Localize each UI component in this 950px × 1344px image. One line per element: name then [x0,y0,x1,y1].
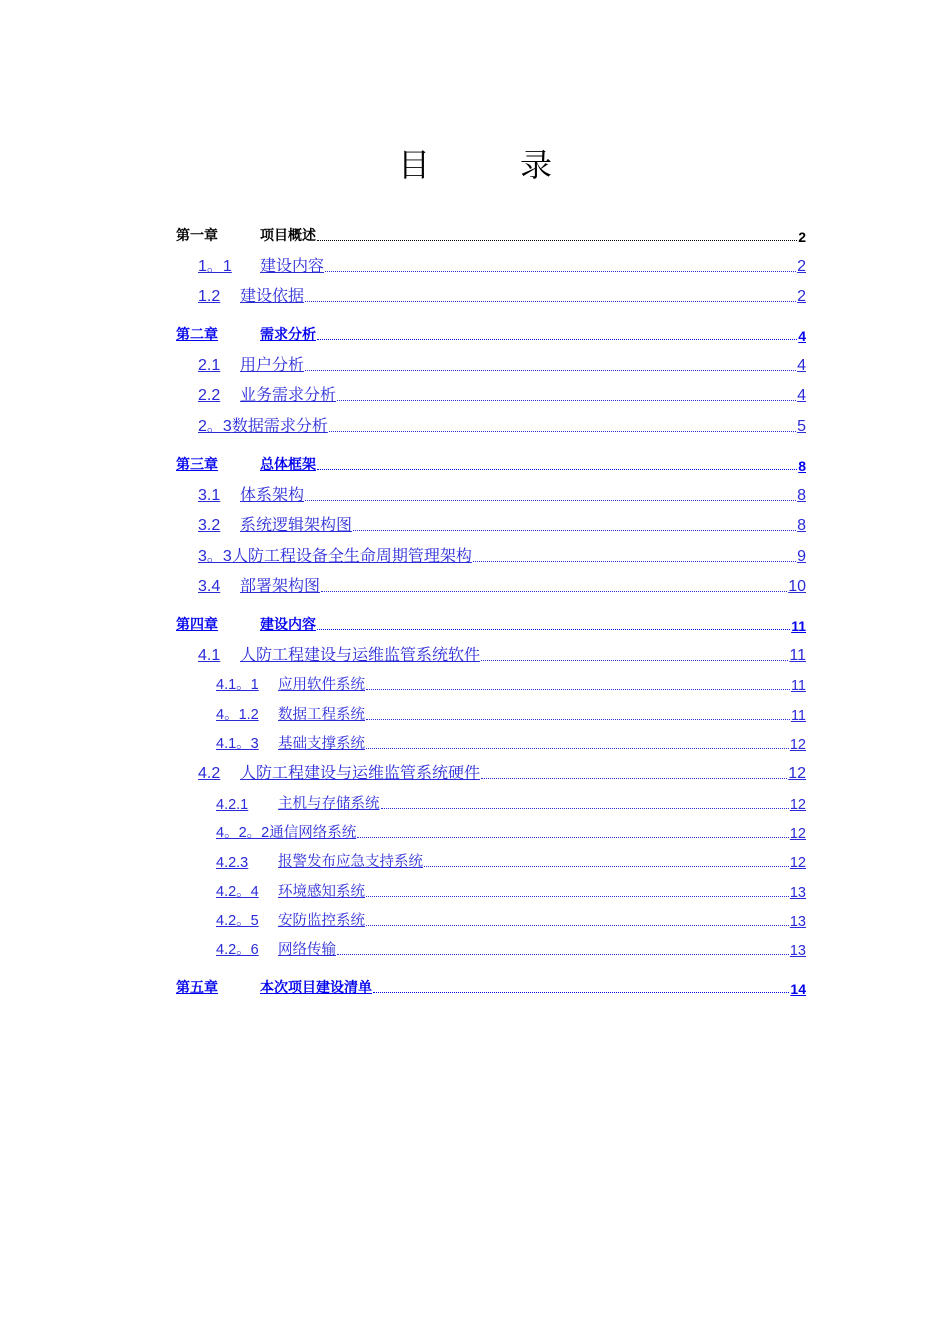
dot-leader [481,660,788,661]
toc-text: 项目概述 [260,227,316,243]
toc-text: 人防工程建设与运维监管系统硬件 [240,765,481,783]
toc-text: 通信网络系统 [269,825,357,842]
toc-page: 14 [790,981,806,998]
toc-num: 4.2。5 [216,912,259,929]
dot-leader [321,591,787,592]
toc-num: 第五章 [176,979,218,996]
toc-page: 12 [789,855,806,872]
toc-text: 体系架构 [240,486,305,504]
toc-num: 4.1 [198,646,221,664]
title-char-2: 录 [520,147,553,183]
dot-leader [317,240,797,241]
toc-num: 4.2.1 [216,796,249,813]
toc-text: 用户分析 [240,356,305,374]
toc-num: 1。1 [198,257,232,275]
toc-section-3-4[interactable] [176,566,806,597]
toc-chapter-1[interactable] [176,207,806,245]
toc-page: 13 [789,884,806,901]
dot-leader [366,689,790,690]
toc-num: 第四章 [176,616,218,633]
toc-text: 业务需求分析 [240,387,337,405]
dot-leader [317,339,797,340]
toc-num: 2.1 [198,356,221,374]
toc-text: 总体框架 [260,455,316,472]
toc-page: 11 [789,646,806,664]
toc-page: 12 [789,796,806,813]
toc-chapter-2[interactable] [176,306,806,344]
toc-page: 5 [797,417,806,435]
toc-section-1-2[interactable] [176,276,806,307]
toc-num: 3。3 [198,547,232,565]
toc-num: 第一章 [176,227,218,243]
toc-page: 4 [798,328,806,345]
toc-num: 第二章 [176,326,218,343]
toc-page: 8 [797,517,806,535]
toc-page: 2 [797,288,806,306]
dot-leader [366,748,789,749]
toc-page: 8 [797,486,806,504]
toc-page: 12 [789,826,806,843]
toc-text: 环境感知系统 [278,883,365,900]
toc-subsection-4-2-3[interactable] [176,842,806,871]
toc-page: 12 [789,736,806,753]
dot-leader [366,896,789,897]
dot-leader [317,629,790,630]
toc-section-1-1[interactable] [176,245,806,276]
toc-subsection-4-2-2[interactable] [176,813,806,842]
toc-text: 部署架构图 [240,578,321,596]
dot-leader [373,992,789,993]
toc-text: 人防工程建设与运维监管系统软件 [240,646,481,664]
toc-text: 数据需求分析 [231,417,328,435]
toc-page: 9 [797,547,806,565]
toc-section-3-2[interactable] [176,505,806,536]
toc-subsection-4-1-3[interactable] [176,724,806,753]
toc-page: 11 [790,678,806,695]
toc-page: 8 [798,457,806,474]
dot-leader [337,954,789,955]
toc-text: 系统逻辑架构图 [240,517,353,535]
toc-section-3-3[interactable] [176,535,806,566]
dot-leader [424,866,789,867]
toc-num: 4.2。6 [216,942,259,959]
toc-page: 13 [789,913,806,930]
toc-num: 4。1.2 [216,706,259,723]
toc-subsection-4-2-4[interactable] [176,871,806,900]
toc-text: 报警发布应急支持系统 [278,854,423,871]
toc-text: 本次项目建设清单 [260,979,372,996]
toc-section-2-3[interactable] [176,405,806,436]
toc-text: 建设内容 [260,257,325,275]
title-char-1: 目 [397,147,430,183]
dot-leader [305,301,796,302]
dot-leader [337,400,796,401]
toc-page: 4 [797,387,806,405]
toc-num: 1.2 [198,288,221,306]
dot-leader [473,561,796,562]
toc-num: 4.2。4 [216,883,259,900]
toc-num: 4。2。2 [216,825,270,842]
toc-text: 应用软件系统 [278,677,365,694]
toc-text: 基础支撑系统 [278,735,365,752]
toc-text: 数据工程系统 [278,706,365,723]
dot-leader [357,837,789,838]
toc-chapter-4[interactable] [176,596,806,634]
toc-subsection-4-2-6[interactable] [176,930,806,959]
toc-chapter-3[interactable] [176,436,806,474]
dot-leader [366,925,789,926]
dot-leader [325,271,796,272]
toc-num: 第三章 [176,455,218,472]
dot-leader [329,431,796,432]
dot-leader [305,500,796,501]
toc-section-3-1[interactable] [176,474,806,505]
toc-num: 3.4 [198,578,221,596]
toc-num: 3.1 [198,486,221,504]
toc-section-4-1[interactable] [176,634,806,665]
toc-subsection-4-2-5[interactable] [176,901,806,930]
toc-page: 11 [790,707,806,724]
toc-text: 人防工程设备全生命周期管理架构 [231,547,472,565]
toc-text: 网络传输 [278,942,336,959]
toc-num: 4.1。1 [216,677,259,694]
toc-subsection-4-2-1[interactable] [176,783,806,812]
toc-num: 2。3 [198,417,232,435]
toc-subsection-4-1-2[interactable] [176,694,806,723]
toc-num: 4.1。3 [216,735,259,752]
toc-text: 需求分析 [260,326,316,343]
toc-page: 13 [789,943,806,960]
table-of-contents [176,207,806,997]
toc-num: 4.2.3 [216,855,249,872]
toc-subsection-4-1-1[interactable] [176,665,806,694]
page-title [0,140,950,186]
toc-page: 12 [788,765,806,783]
dot-leader [353,530,796,531]
toc-text: 主机与存储系统 [278,795,380,812]
toc-page: 4 [797,356,806,374]
toc-num: 3.2 [198,517,221,535]
toc-page: 11 [791,618,806,635]
toc-text: 建设内容 [260,616,316,633]
dot-leader [381,808,789,809]
toc-section-2-2[interactable] [176,375,806,406]
toc-num: 2.2 [198,387,221,405]
toc-num: 4.2 [198,765,221,783]
toc-text: 安防监控系统 [278,912,365,929]
toc-page: 2 [798,229,806,245]
dot-leader [317,469,797,470]
toc-section-2-1[interactable] [176,344,806,375]
dot-leader [366,719,790,720]
toc-section-4-2[interactable] [176,753,806,784]
toc-page: 2 [797,257,806,275]
dot-leader [305,370,796,371]
dot-leader [481,778,787,779]
toc-text: 建设依据 [240,288,305,306]
toc-chapter-5[interactable] [176,959,806,997]
toc-page: 10 [788,578,806,596]
